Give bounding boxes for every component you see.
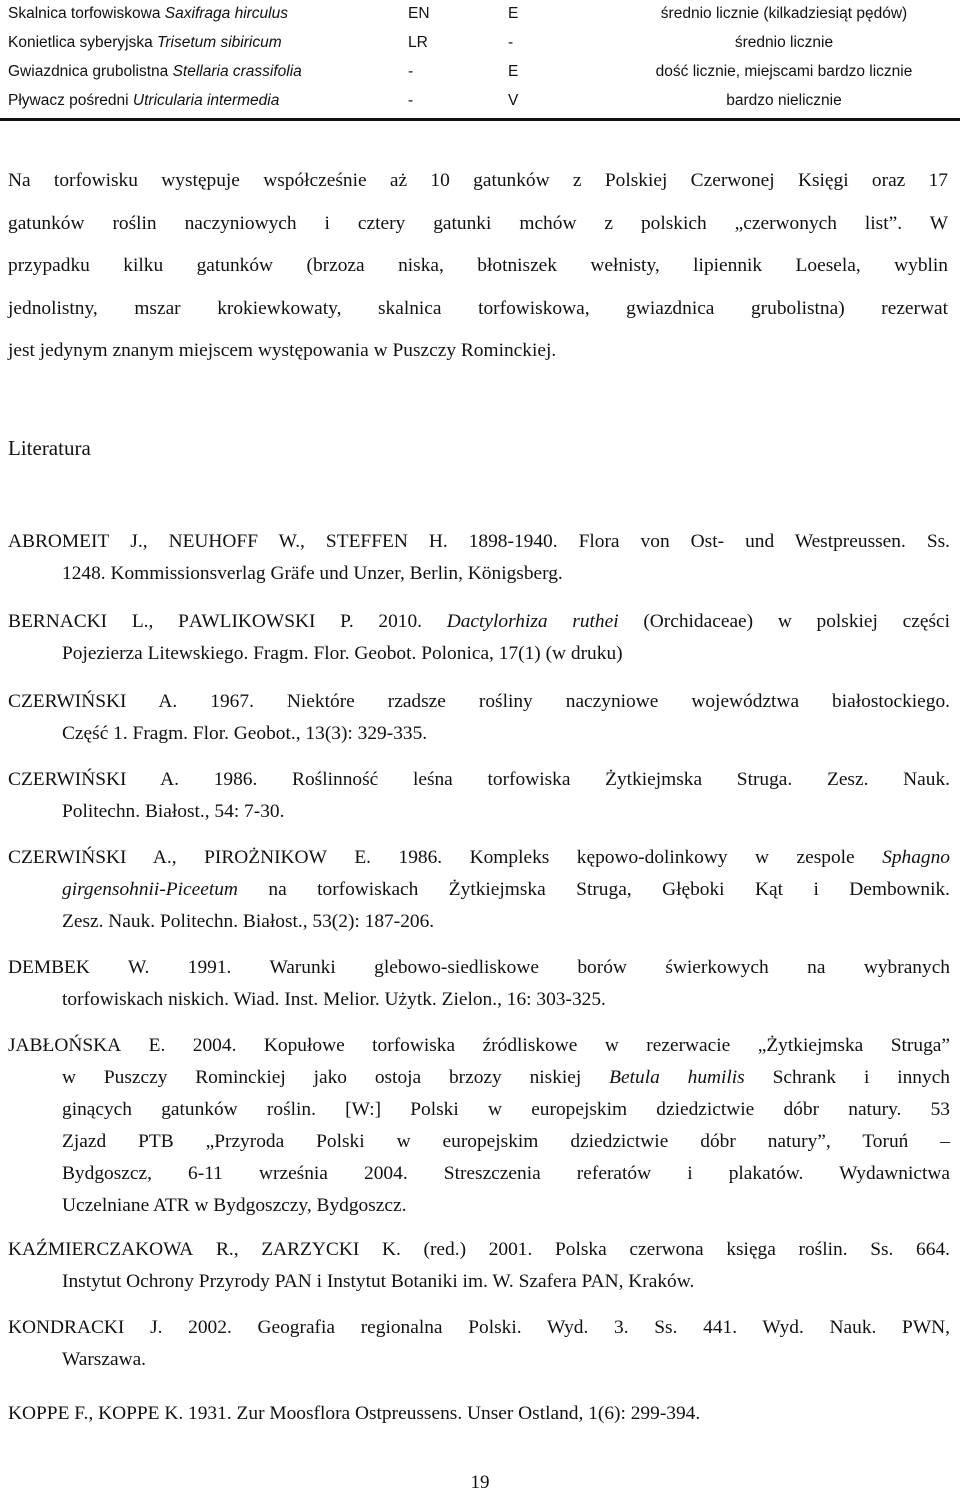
species-latin-name: Utricularia intermedia bbox=[132, 91, 280, 109]
author-smallcaps: AŹMIERCZAKOWA bbox=[22, 1239, 194, 1260]
table-row bbox=[0, 86, 960, 115]
reference-line: torfowiskach niskich. Wiad. Inst. Melior. Użytk. Zielon., 16: 303-325. bbox=[62, 989, 606, 1010]
author-initial: C bbox=[8, 847, 21, 868]
paragraph-line: jednolistny, mszar krokiewkowaty, skalnica torfowiskowa, gwiazdnica grubolistna) rezerwat bbox=[8, 297, 948, 319]
status-a-cell: - bbox=[408, 91, 414, 109]
species-polish-name: Konietlica syberyjska bbox=[8, 33, 153, 51]
reference-text: (Orchidaceae) w polskiej części bbox=[618, 611, 950, 632]
author-smallcaps: EUHOFF bbox=[182, 531, 259, 552]
reference-line bbox=[8, 526, 950, 558]
reference-line: Politechn. Białost., 54: 7-30. bbox=[62, 801, 285, 822]
status-b-cell: E bbox=[508, 62, 519, 80]
status-a-cell: - bbox=[408, 62, 414, 80]
author-initial: P bbox=[204, 847, 215, 868]
species-polish-name: Gwiazdnica grubolistna bbox=[8, 62, 169, 80]
abundance-cell: średnio licznie (kilkadziesiąt pędów) bbox=[660, 5, 908, 22]
reference-line bbox=[8, 1312, 950, 1344]
author-initial: D bbox=[8, 957, 23, 978]
species-name-cell bbox=[0, 86, 408, 115]
reference-line bbox=[8, 764, 950, 796]
abundance-cell: bardzo nielicznie bbox=[726, 91, 842, 109]
reference-text: K. 1931. Zur Moosflora Ostpreussens. Unser Ostland, 1(6): 299-394. bbox=[159, 1403, 701, 1424]
author-smallcaps: EMBEK bbox=[22, 957, 90, 978]
table-row bbox=[0, 57, 960, 86]
paragraph-line: jest jedynym znanym miejscem występowania w Puszczy Rominckiej. bbox=[8, 340, 557, 361]
author-initial: S bbox=[325, 531, 337, 552]
reference-line bbox=[8, 1234, 950, 1266]
author-initial: B bbox=[8, 611, 21, 632]
table-row bbox=[0, 0, 960, 28]
status-a-cell: LR bbox=[408, 33, 428, 51]
species-latin-name: Trisetum sibiricum bbox=[157, 33, 282, 51]
reference-item bbox=[8, 1030, 950, 1222]
status-a-cell: EN bbox=[408, 5, 430, 22]
reference-line: ginących gatunków roślin. [W:] Polski w europejskim dziedzictwie dóbr natury. 53 bbox=[62, 1099, 950, 1120]
author-initial: A bbox=[8, 531, 23, 552]
author-smallcaps: TEFFEN bbox=[336, 531, 408, 552]
author-smallcaps: ABŁOŃSKA bbox=[15, 1035, 122, 1056]
paragraph-line: przypadku kilku gatunków (brzoza niska, błotniszek wełnisty, lipiennik Loesela, wyblin bbox=[8, 255, 948, 276]
abundance-cell: średnio licznie bbox=[734, 33, 834, 51]
reference-text: E. 1986. Kompleks kępowo-dolinkowy w zespole bbox=[326, 847, 883, 868]
reference-line: Warszawa. bbox=[62, 1349, 147, 1370]
status-b-cell: V bbox=[508, 91, 519, 109]
taxon-italic: Dactylorhiza ruthei bbox=[446, 611, 619, 632]
author-smallcaps: OPPE bbox=[112, 1403, 160, 1424]
reference-text: na torfowiskach Żytkiejmska Struga, Głęboki Kąt i Dembownik. bbox=[237, 879, 950, 900]
author-rest: L., bbox=[107, 611, 179, 632]
author-initial: K bbox=[8, 1239, 23, 1260]
reference-text: A. 1986. Roślinność leśna torfowiska Żytkiejmska Struga. Zesz. Nauk. bbox=[126, 769, 950, 790]
author-rest: F., bbox=[69, 1403, 99, 1424]
reference-line: 1248. Kommissionsverlag Gräfe und Unzer, Berlin, Königsberg. bbox=[62, 563, 563, 584]
body-paragraph bbox=[8, 160, 948, 373]
reference-line bbox=[8, 1030, 950, 1062]
reference-line: Część 1. Fragm. Flor. Geobot., 13(3): 329-335. bbox=[62, 723, 428, 744]
reference-text: Schrank i innych bbox=[744, 1067, 950, 1088]
reference-text: 1898-1940. Flora von Ost- und Westpreussen. Ss. bbox=[468, 531, 951, 552]
author-smallcaps: ONDRACKI bbox=[22, 1317, 125, 1338]
status-b-cell: - bbox=[508, 33, 514, 51]
reference-line: Zjazd PTB „Przyroda Polski w europejskim dziedzictwie dóbr natury”, Toruń – bbox=[62, 1131, 950, 1152]
author-smallcaps: IROŻNIKOW bbox=[214, 847, 327, 868]
abundance-cell: dość licznie, miejscami bardzo licznie bbox=[655, 62, 913, 80]
reference-line: Pojezierza Litewskiego. Fragm. Flor. Geobot. Polonica, 17(1) (w druku) bbox=[62, 643, 623, 664]
reference-line: Bydgoszcz, 6-11 września 2004. Streszczenia referatów i plakatów. Wydawnictwa bbox=[62, 1163, 950, 1184]
author-initial: N bbox=[168, 531, 183, 552]
taxon-italic: Betula humilis bbox=[609, 1067, 745, 1088]
reference-text: A. 1967. Niektóre rzadsze rośliny naczyniowe województwa białostockiego. bbox=[126, 691, 950, 712]
author-smallcaps: ERNACKI bbox=[20, 611, 108, 632]
reference-text: K. (red.) 2001. Polska czerwona księga roślin. Ss. 664. bbox=[359, 1239, 950, 1260]
author-smallcaps: AWLIKOWSKI bbox=[188, 611, 316, 632]
author-smallcaps: OPPE bbox=[22, 1403, 70, 1424]
author-rest: P. 2010. bbox=[315, 611, 447, 632]
reference-line bbox=[8, 1062, 950, 1094]
reference-item bbox=[8, 1234, 950, 1298]
reference-line: Uczelniane ATR w Bydgoszczy, Bydgoszcz. bbox=[62, 1195, 407, 1216]
table-row bbox=[0, 28, 960, 57]
author-initial: Z bbox=[261, 1239, 274, 1260]
status-b-cell: E bbox=[508, 5, 519, 22]
reference-text: J. 2002. Geografia regionalna Polski. Wyd. 3. Ss. 441. Wyd. Nauk. PWN, bbox=[124, 1317, 950, 1338]
reference-line bbox=[8, 606, 950, 638]
reference-line bbox=[8, 952, 950, 984]
author-rest: W., bbox=[258, 531, 326, 552]
author-rest: A., bbox=[126, 847, 205, 868]
reference-line bbox=[8, 842, 950, 874]
species-name-cell bbox=[0, 0, 408, 28]
reference-item bbox=[8, 764, 950, 828]
species-name-cell bbox=[0, 28, 408, 57]
reference-item bbox=[8, 686, 950, 750]
reference-line bbox=[8, 1398, 950, 1430]
paragraph-line: Na torfowisku występuje współcześnie aż 10 gatunków z Polskiej Czerwonej Księgi oraz 17 bbox=[8, 170, 948, 191]
table-bottom-rule bbox=[0, 118, 960, 121]
author-initial: K bbox=[98, 1403, 113, 1424]
author-smallcaps: ZERWIŃSKI bbox=[20, 847, 127, 868]
reference-line bbox=[8, 874, 950, 906]
taxon-italic: girgensohnii-Piceetum bbox=[62, 879, 238, 900]
species-polish-name: Pływacz pośredni bbox=[8, 91, 129, 109]
reference-line bbox=[8, 686, 950, 718]
reference-item bbox=[8, 952, 950, 1016]
page-number: 19 bbox=[470, 1472, 490, 1493]
reference-item bbox=[8, 1312, 950, 1376]
author-smallcaps: ZERWIŃSKI bbox=[20, 691, 127, 712]
author-initial: P bbox=[178, 611, 189, 632]
author-rest: R., bbox=[193, 1239, 262, 1260]
author-rest: H. bbox=[407, 531, 469, 552]
taxon-italic: Sphagno bbox=[882, 847, 950, 868]
author-initial: C bbox=[8, 691, 21, 712]
paragraph-line: gatunków roślin naczyniowych i cztery gatunki mchów z polskich „czerwonych list”. W bbox=[8, 212, 948, 234]
author-smallcaps: BROMEIT bbox=[22, 531, 110, 552]
reference-text: w Puszczy Rominckiej jako ostoja brzozy niskiej bbox=[62, 1067, 610, 1088]
author-smallcaps: ARZYCKI bbox=[273, 1239, 360, 1260]
species-name-cell bbox=[0, 57, 408, 86]
reference-text: E. 2004. Kopułowe torfowiska źródliskowe w rezerwacie „Żytkiejmska Struga” bbox=[121, 1035, 950, 1056]
author-initial: C bbox=[8, 769, 21, 790]
reference-item bbox=[8, 606, 950, 670]
author-initial: K bbox=[8, 1403, 23, 1424]
reference-item bbox=[8, 526, 950, 590]
species-table bbox=[0, 0, 960, 115]
species-latin-name: Stellaria crassifolia bbox=[172, 62, 302, 80]
author-smallcaps: ZERWIŃSKI bbox=[20, 769, 127, 790]
reference-text: W. 1991. Warunki glebowo-siedliskowe borów świerkowych na wybranych bbox=[89, 957, 950, 978]
author-initial: K bbox=[8, 1317, 23, 1338]
reference-item bbox=[8, 842, 950, 938]
section-heading-literatura: Literatura bbox=[8, 436, 91, 460]
species-polish-name: Skalnica torfowiskowa bbox=[8, 5, 161, 22]
reference-line: Instytut Ochrony Przyrody PAN i Instytut Botaniki im. W. Szafera PAN, Kraków. bbox=[62, 1271, 695, 1292]
author-rest: J., bbox=[109, 531, 169, 552]
reference-item bbox=[8, 1398, 950, 1430]
reference-line: Zesz. Nauk. Politechn. Białost., 53(2): 187-206. bbox=[62, 911, 435, 932]
author-initial: J bbox=[8, 1035, 16, 1056]
species-latin-name: Saxifraga hirculus bbox=[164, 5, 288, 22]
